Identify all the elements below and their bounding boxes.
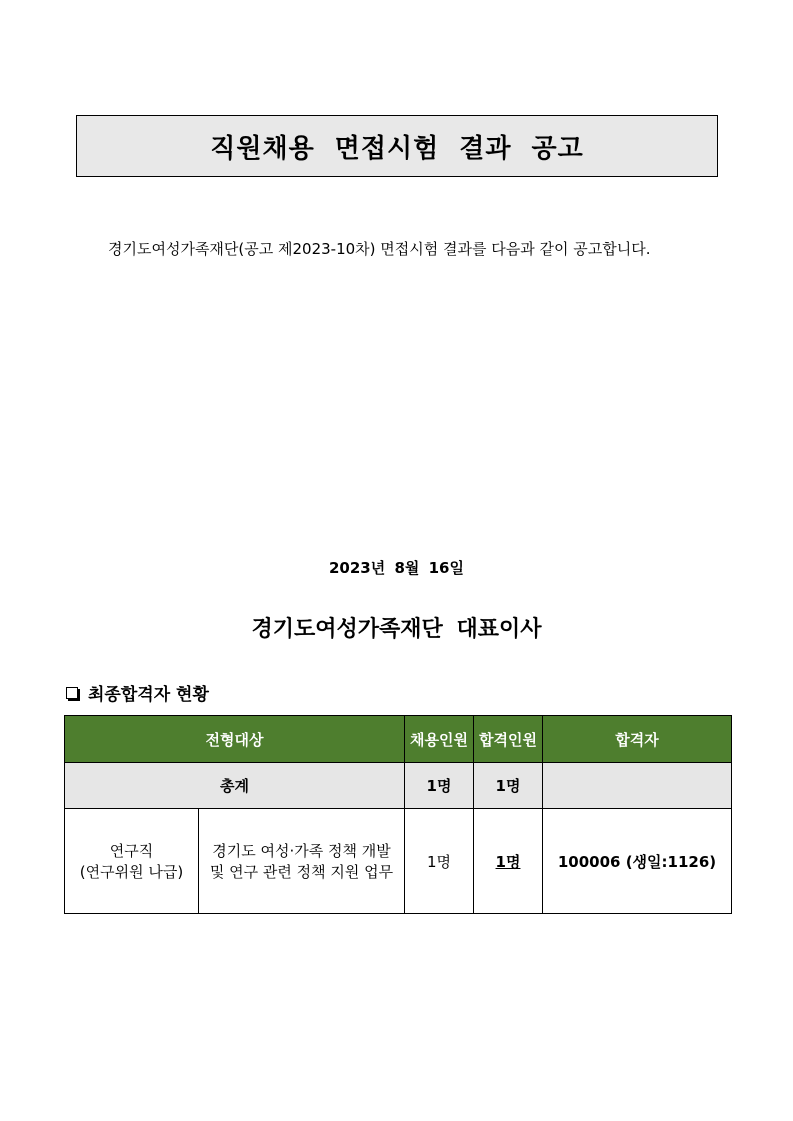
row-duty [199,809,405,914]
row-category [65,809,199,914]
notice-date: 2023년 8월 16일 [329,559,464,577]
row-hired: 1명 [405,809,474,914]
table-header-row [65,716,732,763]
row-passers: 100006 (생일:1126) [543,809,732,914]
table-total-row [65,763,732,809]
duty-line2: 및 연구 관련 정책 지원 업무 [209,863,394,881]
header-hired: 채용인원 [405,716,474,763]
row-passed: 1명 [474,809,543,914]
intro-text: 경기도여성가족재단(공고 제2023-10차) 면접시험 결과를 다음과 같이 공고합니다. [108,240,651,258]
table-row [65,809,732,914]
section-title: 최종합격자 현황 [88,685,209,705]
header-category: 전형대상 [65,716,405,763]
category-line1: 연구직 [109,842,154,860]
total-passed: 1명 [474,763,543,809]
total-label: 총계 [65,763,405,809]
total-passers [543,763,732,809]
header-passed: 합격인원 [474,716,543,763]
result-table [64,715,732,914]
organization-name: 경기도여성가족재단 대표이사 [251,617,542,642]
section-heading [66,680,209,705]
notice-title: 직원채용 면접시험 결과 공고 [76,115,718,177]
checkbox-bullet-icon [66,687,78,699]
category-line2: (연구위원 나급) [79,863,184,881]
header-passers: 합격자 [543,716,732,763]
total-hired: 1명 [405,763,474,809]
duty-line1: 경기도 여성·가족 정책 개발 [212,842,391,860]
